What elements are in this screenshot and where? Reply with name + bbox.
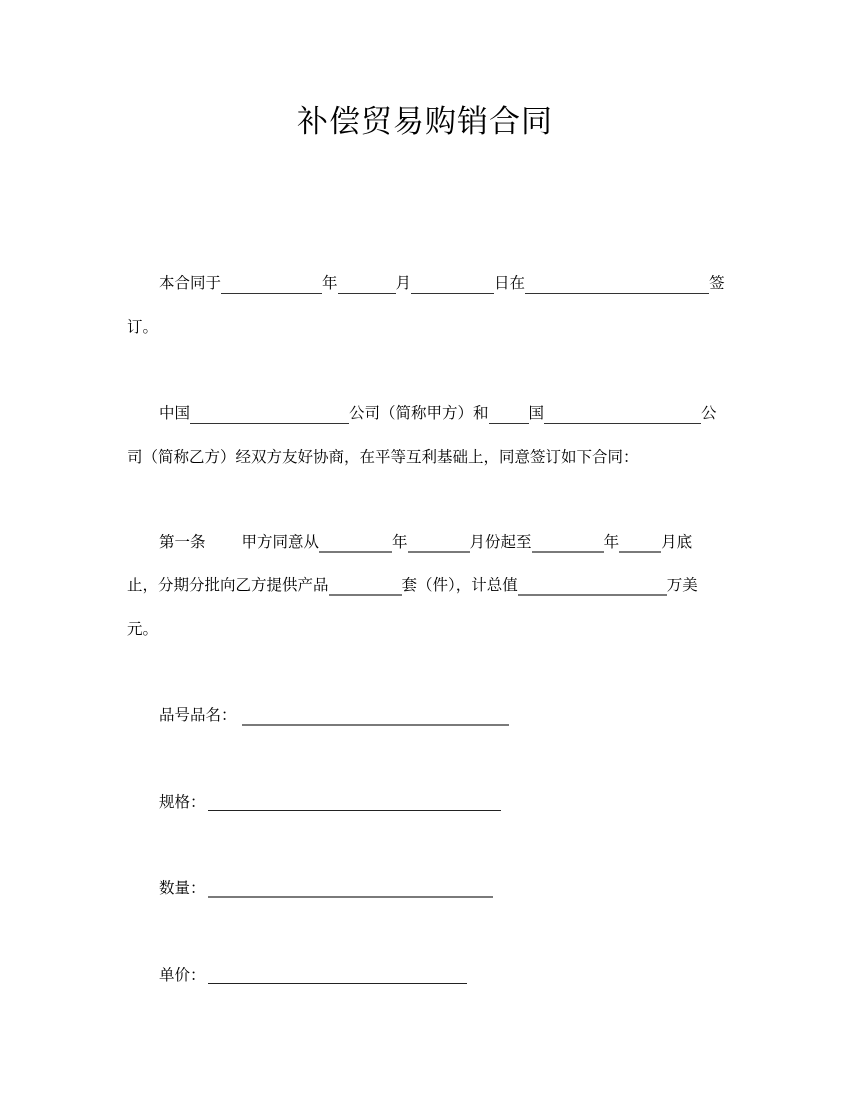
total-value-blank[interactable] — [518, 576, 667, 596]
specification-field[interactable] — [208, 810, 501, 811]
signing-place-blank[interactable] — [525, 275, 709, 294]
text: 订。 — [127, 318, 159, 336]
quantity-field[interactable] — [208, 896, 493, 898]
article-heading: 第一条 — [159, 533, 206, 551]
text: 元。 — [127, 620, 159, 638]
text: 签 — [709, 274, 725, 292]
text: 月 — [395, 274, 412, 292]
text: 国 — [528, 404, 545, 422]
party-b-country-blank[interactable] — [489, 405, 529, 424]
text: 公 — [701, 404, 717, 422]
month-blank[interactable] — [338, 275, 396, 294]
para2-line1 — [159, 402, 735, 424]
unit-price-field[interactable] — [208, 983, 467, 984]
product-name-field[interactable] — [242, 724, 509, 726]
party-b-company-blank[interactable] — [544, 405, 701, 424]
text: 万美 — [666, 576, 698, 594]
specification-label: 规格： — [159, 793, 206, 811]
text: 中国 — [159, 404, 191, 422]
para1-line2 — [127, 316, 733, 338]
text: 本合同于 — [159, 274, 222, 292]
unit-price-label: 单价： — [159, 966, 206, 984]
text: 日在 — [494, 274, 526, 292]
party-a-company-blank[interactable] — [190, 405, 349, 424]
text: 年 — [392, 533, 408, 551]
text: 月底 — [661, 533, 693, 551]
text: 套（件），计总值 — [401, 576, 518, 594]
article1-line3 — [127, 618, 733, 640]
text: 年 — [322, 274, 338, 292]
para2-line2 — [127, 446, 733, 468]
day-blank[interactable] — [411, 275, 494, 294]
para1-line1 — [159, 272, 735, 294]
end-year-blank[interactable] — [532, 533, 604, 553]
text: 月份起至 — [469, 533, 532, 551]
article1-line1 — [159, 531, 735, 553]
text: 公司（简称甲方）和 — [349, 404, 489, 422]
end-month-blank[interactable] — [619, 533, 661, 553]
product-sets-blank[interactable] — [329, 576, 402, 596]
quantity-label: 数量： — [159, 879, 206, 897]
document-title: 补偿贸易购销合同 — [297, 104, 553, 140]
year-blank[interactable] — [221, 275, 322, 294]
product-name-label: 品号品名： — [159, 706, 237, 724]
start-year-blank[interactable] — [319, 533, 392, 553]
article1-line2 — [127, 574, 733, 596]
start-month-blank[interactable] — [408, 533, 470, 553]
text: 司（简称乙方）经双方友好协商，在平等互利基础上，同意签订如下合同： — [127, 448, 639, 466]
text: 年 — [603, 533, 620, 551]
text: 止，分期分批向乙方提供产品 — [127, 576, 329, 594]
text: 甲方同意从 — [241, 533, 320, 551]
